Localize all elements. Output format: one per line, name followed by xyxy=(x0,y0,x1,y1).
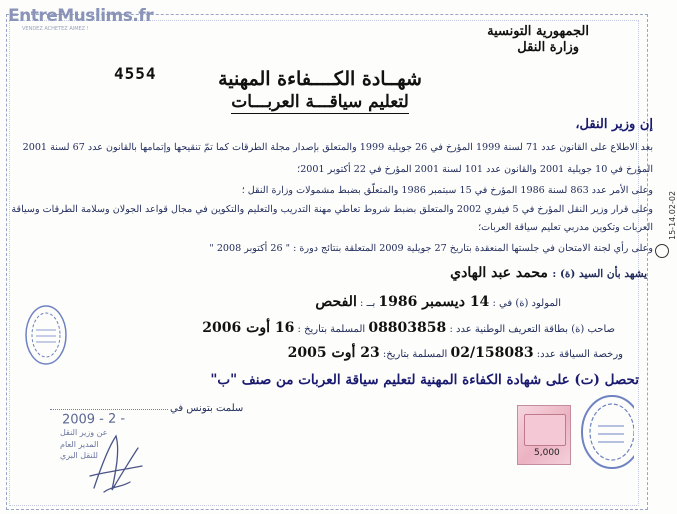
fiscal-stamp-amount: 5,000 xyxy=(534,448,560,458)
ministry-seal-right-icon xyxy=(578,388,634,470)
preamble-paragraph-6: وعلى رأي لجنة الامتحان في جلستها المنعقدة بتاريخ 27 جويلية 2009 المتعلقة بنتائج دورة : " 26 أكتوبر 2008 " xyxy=(209,243,653,254)
id-number: 08803858 xyxy=(368,320,447,336)
certificate-title-line2 xyxy=(200,92,440,112)
license-label: ورخصة السياقة عدد: xyxy=(536,349,623,360)
stamp-line-2: المدير العام xyxy=(60,440,99,449)
certificate-title-line2-text: لتعليم سياقـــة العربـــات xyxy=(231,92,409,112)
stamp-line-3: للنقل البري xyxy=(60,451,98,460)
margin-reference-code: 15-14.02-02 xyxy=(668,190,677,240)
license-date: 23 أوت 2005 xyxy=(287,345,380,361)
preamble-paragraph-4: وعلى قرار وزير النقل المؤرخ في 5 فيفري 2002 والمتعلق بضبط شروط تعاطي مهنة التدريب والتعليم والتكوين في مجال قواعد الجولان وسلامة الطرقات وسياقة xyxy=(11,204,653,215)
id-date: 16 أوت 2006 xyxy=(202,320,295,336)
fiscal-stamp xyxy=(517,405,571,465)
watermark-logo: EntreMuslims.fr xyxy=(8,6,154,26)
ministry-seal-left-icon xyxy=(24,304,68,366)
ministry-header: وزارة النقل xyxy=(517,40,579,55)
license-date-label: المسلمة بتاريخ: xyxy=(382,349,448,360)
holder-name-line xyxy=(450,265,647,281)
birth-line xyxy=(315,294,561,310)
signature-scribble-icon xyxy=(86,430,146,496)
id-label: صاحب (ة) بطاقة التعريف الوطنية عدد : xyxy=(449,324,615,335)
stamp-line-1: عن وزير النقل xyxy=(60,428,108,437)
preamble-paragraph-1: بعد الاطلاع على القانون عدد 71 لسنة 1999 المؤرخ في 26 جويلية 1999 والمتعلق بإصدار مجلة الطرقات كما تمّ تنقيحها وإتمامها بالقانون عدد 67 لسنة 2001 xyxy=(22,142,653,153)
result-statement: تحصل (ت) على شهادة الكفاءة المهنية لتعليم سياقة العربات من صنف "ب" xyxy=(210,372,639,388)
preamble-paragraph-3: وعلى الأمر عدد 863 لسنة 1986 المؤرخ في 15 سبتمبر 1986 والمتعلّق بضبط مشمولات وزارة النقل ؛ xyxy=(241,185,653,196)
license-number: 02/158083 xyxy=(450,345,534,361)
issued-date-dotted-line xyxy=(50,409,168,410)
addressee-line: إن وزير النقل، xyxy=(575,117,653,132)
witness-label: يشهد بأن السيد (ة) : xyxy=(552,268,647,280)
birth-place-label: بــ : xyxy=(360,298,376,309)
certificate-number: 4554 xyxy=(114,64,157,83)
birth-place: الفحص xyxy=(315,294,357,310)
preamble-paragraph-5: العربات وتكوين مدربي تعليم سياقة العربات؛ xyxy=(478,222,653,233)
birth-label: المولود (ة) في : xyxy=(492,298,561,309)
issued-place-label: سلمت بتونس في xyxy=(170,403,244,414)
certificate-title-line1: شهــادة الكــــفاءة المهنية xyxy=(218,68,422,90)
fiscal-stamp-pattern xyxy=(524,414,566,446)
holder-name: محمد عبد الهادي xyxy=(450,265,548,281)
stamp-date: 2009 - 2 - xyxy=(61,411,126,428)
margin-circle-icon xyxy=(655,244,669,258)
license-line xyxy=(288,345,623,361)
id-date-label: المسلمة بتاريخ : xyxy=(297,324,366,335)
republic-header: الجمهورية التونسية xyxy=(487,24,589,39)
watermark-tagline: VENDEZ ACHETEZ AIMEZ ! xyxy=(22,26,89,32)
birth-date: 14 ديسمبر 1986 xyxy=(378,294,490,310)
id-card-line xyxy=(202,320,615,336)
preamble-paragraph-2: المؤرخ في 10 جويلية 2001 والقانون عدد 101 لسنة 2001 المؤرخ في 22 أكتوبر 2001؛ xyxy=(297,164,653,175)
